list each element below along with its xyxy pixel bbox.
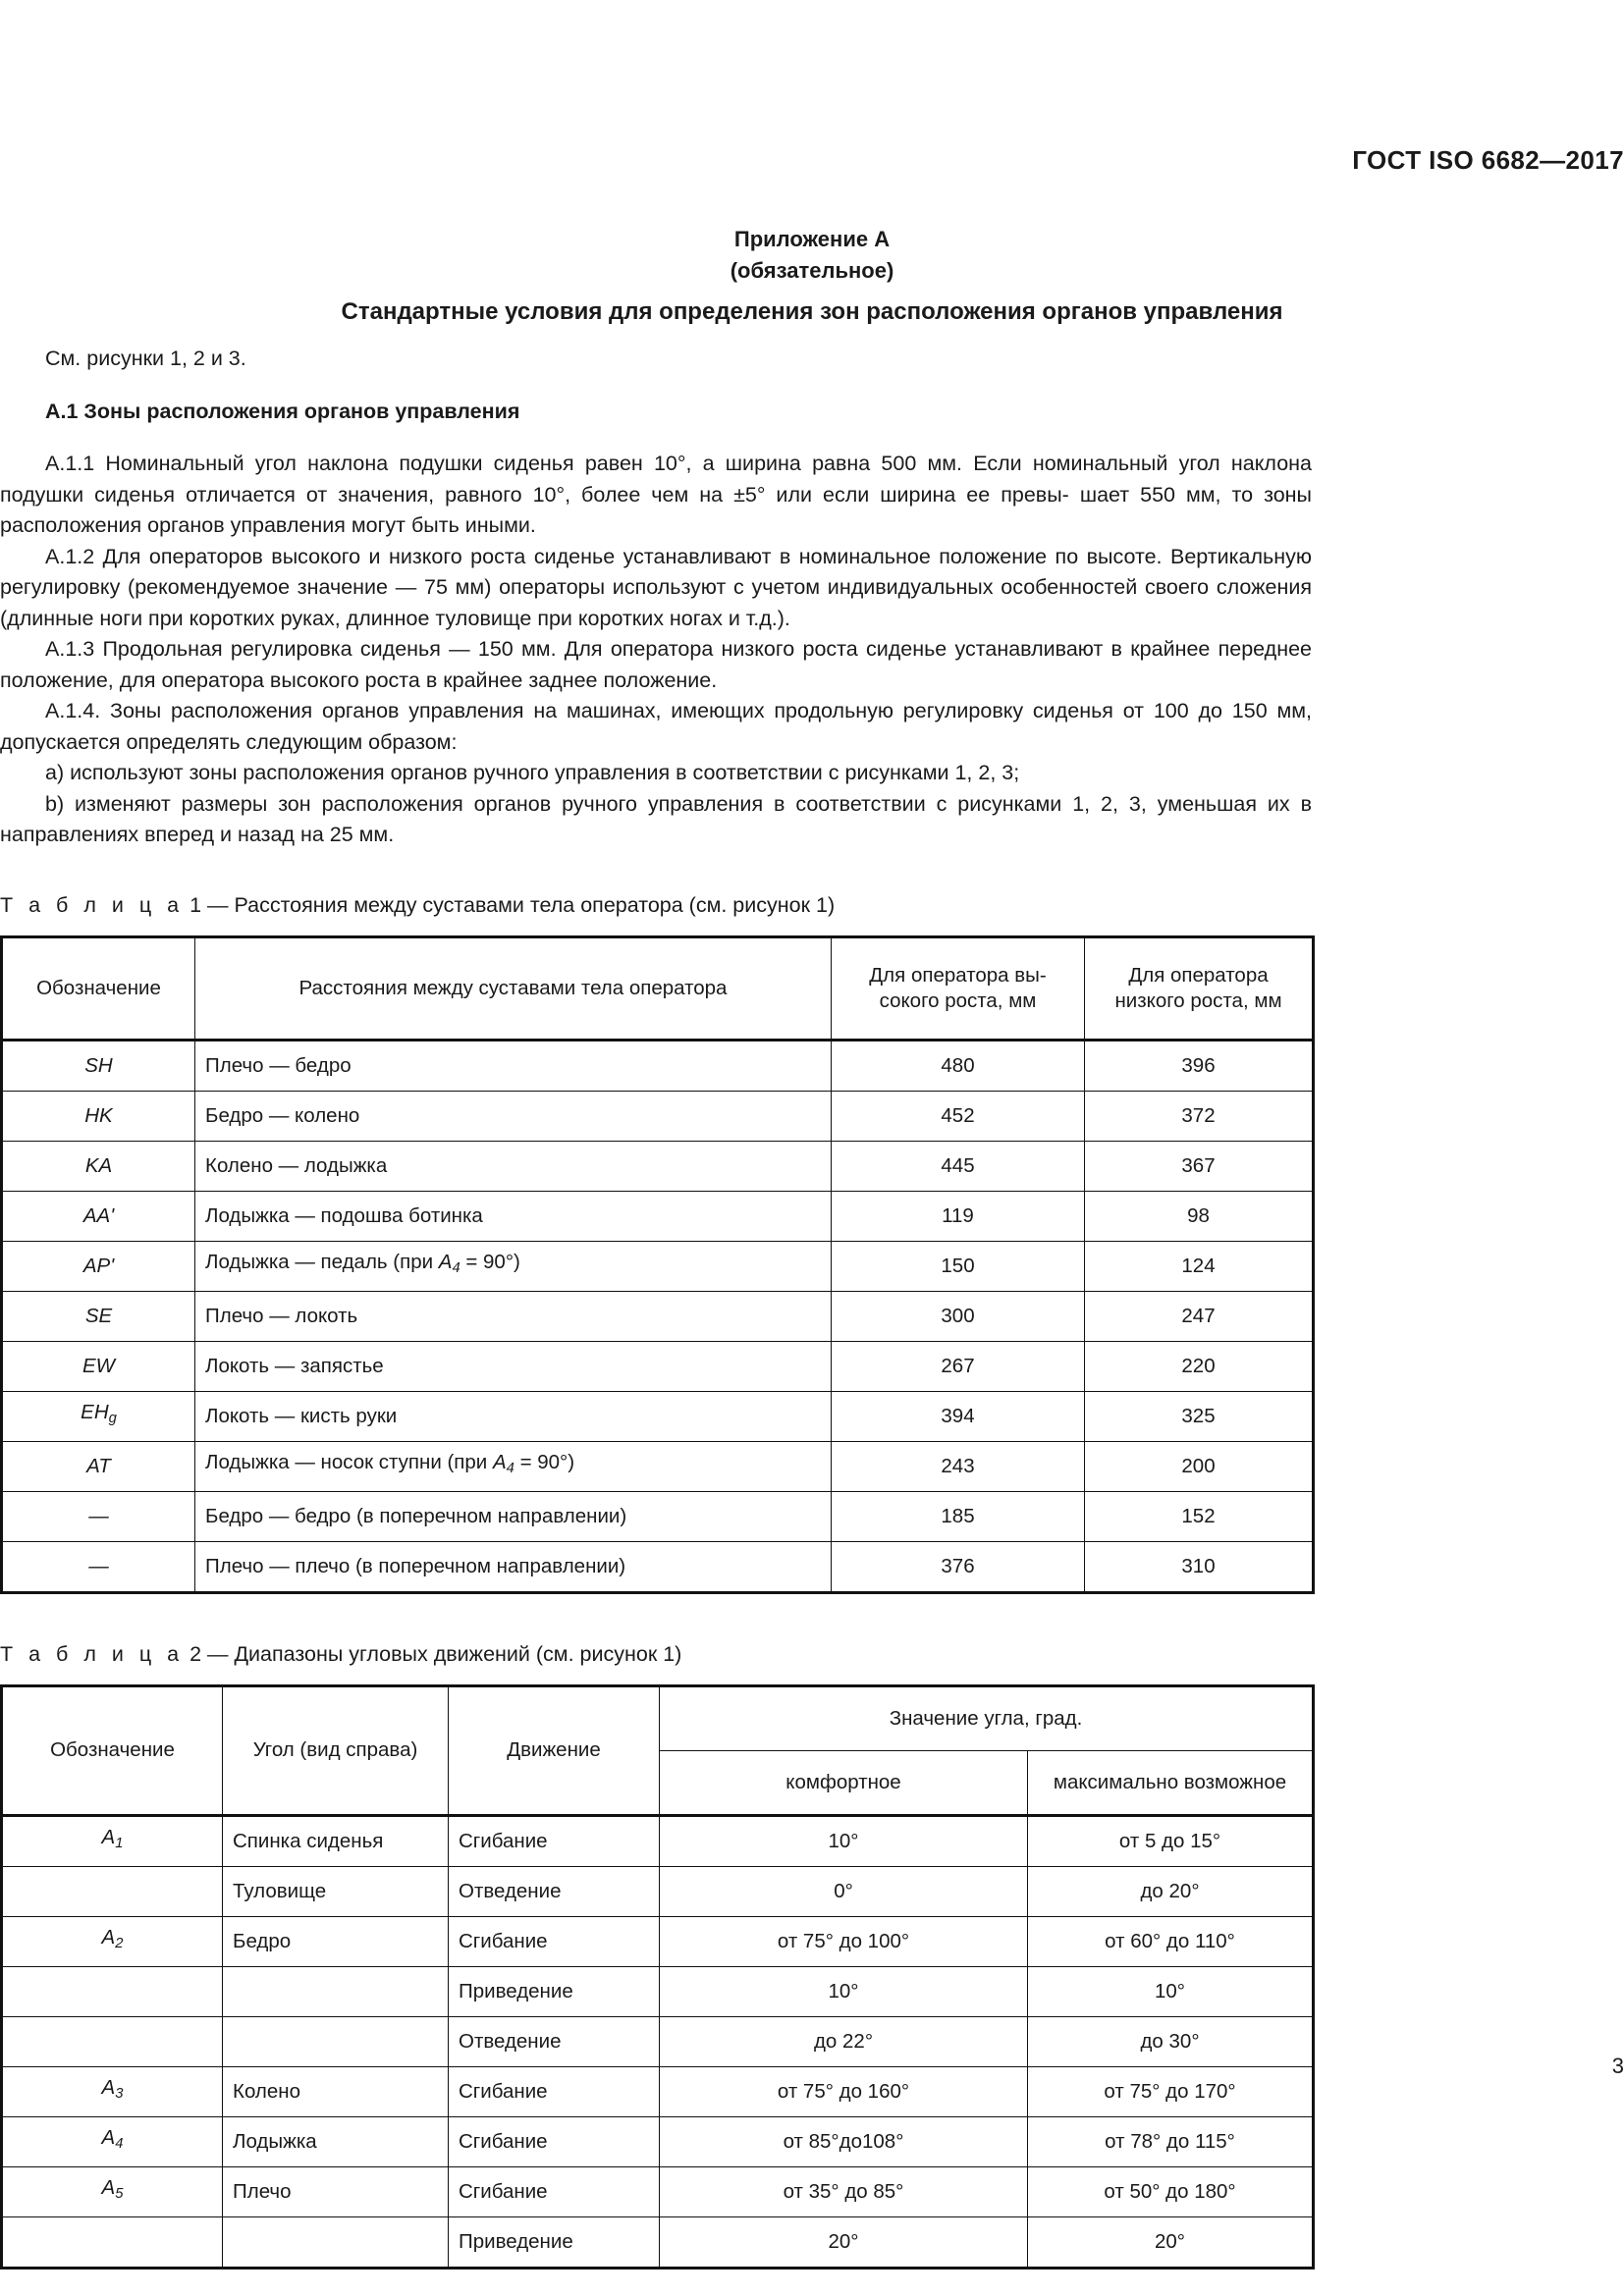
- table2-cell-maximum: до 20°: [1028, 1866, 1314, 1916]
- table1-header-short-operator: [1085, 936, 1314, 1040]
- table2-cell-comfort: 20°: [660, 2216, 1028, 2268]
- table2-cell-motion: Сгибание: [449, 2166, 660, 2216]
- table1-cell-tall-operator: 452: [832, 1091, 1085, 1141]
- table2-cell-angle: [223, 2216, 449, 2268]
- table2-cell-maximum: от 60° до 110°: [1028, 1916, 1314, 1966]
- table1-caption-text: — Расстояния между суставами тела оператора (см. рисунок 1): [207, 892, 836, 917]
- table2-cell-symbol-subscript: 1: [115, 1836, 124, 1852]
- table2-cell-maximum: до 30°: [1028, 2016, 1314, 2066]
- table2-cell-symbol: $A_5$: [2, 2166, 223, 2216]
- table1-cell-tall-operator: 185: [832, 1491, 1085, 1541]
- table1-cell-tall-operator: 119: [832, 1191, 1085, 1241]
- table1-cell-description: Бедро — колено: [195, 1091, 832, 1141]
- table1-cell-tall-operator: 150: [832, 1241, 1085, 1291]
- table2-cell-symbol-subscript: 2: [115, 1936, 124, 1952]
- table2-cell-motion: Отведение: [449, 1866, 660, 1916]
- table2-cell-angle: Бедро: [223, 1916, 449, 1966]
- table2-cell-motion: Сгибание: [449, 1916, 660, 1966]
- body-content: [0, 344, 1312, 2269]
- table2-cell-comfort: от 75° до 160°: [660, 2066, 1028, 2116]
- table1-cell-symbol: SE: [2, 1291, 195, 1341]
- table2-cell-symbol: [2, 2216, 223, 2268]
- table1-cell-tall-operator: 445: [832, 1141, 1085, 1191]
- paragraph-a14-line1: А.1.4. Зоны расположения органов управления на машинах, имеющих продольную регулировку сиденья от: [45, 699, 1145, 722]
- document-header-standard-id: ГОСТ ISO 6682—2017: [1352, 145, 1624, 175]
- table-row: [2, 1866, 1314, 1916]
- page-title: Стандартные условия для определения зон расположения органов управления: [341, 298, 1283, 325]
- table2-header-comfort: комфортное: [660, 1750, 1028, 1815]
- paragraph-a11: [0, 449, 1312, 542]
- table-row: [2, 1091, 1314, 1141]
- table2-cell-symbol: $A_2$: [2, 1916, 223, 1966]
- table1-cell-description: Лодыжка — педаль (при $A_4 = 90^\circ$): [195, 1241, 832, 1291]
- table2-cell-angle: Туловище: [223, 1866, 449, 1916]
- table1-cell-description: Лодыжка — подошва ботинка: [195, 1191, 832, 1241]
- table1-cell-symbol: $EH_g$: [2, 1391, 195, 1441]
- table-row: [2, 2166, 1314, 2216]
- table1-header-row: [2, 936, 1314, 1040]
- table1-cell-description: Локоть — запястье: [195, 1341, 832, 1391]
- table1-cell-short-operator: 310: [1085, 1541, 1314, 1592]
- table-row: [2, 1541, 1314, 1592]
- table2-cell-maximum: 20°: [1028, 2216, 1314, 2268]
- table-angular-motion-ranges: [0, 1684, 1315, 2269]
- paragraph-a11-line2: угол наклона подушки сиденья отличается от значения, равного 10°, более чем на ±5° или если ширина ее превы-: [0, 452, 1312, 507]
- table1-cell-short-operator: 247: [1085, 1291, 1314, 1341]
- table-row: [2, 1040, 1314, 1091]
- table1-cell-symbol: AT: [2, 1441, 195, 1491]
- table2-cell-comfort: 10°: [660, 1815, 1028, 1866]
- table1-header-tall-operator-line2: сокого роста, мм: [879, 988, 1037, 1012]
- table1-cell-formula-symbol: $A_4$: [492, 1451, 514, 1477]
- table2-cell-motion: Приведение: [449, 1966, 660, 2016]
- table1-cell-description: Лодыжка — носок ступни (при $A_4 = 90^\circ$): [195, 1441, 832, 1491]
- table2-cell-symbol: $A_1$: [2, 1815, 223, 1866]
- table1-cell-short-operator: 98: [1085, 1191, 1314, 1241]
- table-row: [2, 1341, 1314, 1391]
- table2-cell-symbol: $A_4$: [2, 2116, 223, 2166]
- table1-cell-short-operator: 124: [1085, 1241, 1314, 1291]
- paragraph-a14-line2: 100 до 150 мм, допускается определять следующим образом:: [0, 699, 1313, 754]
- table2-cell-angle: Спинка сиденья: [223, 1815, 449, 1866]
- table2-header-symbol: Обозначение: [2, 1685, 223, 1815]
- table1-cell-symbol: —: [2, 1541, 195, 1592]
- paragraph-a13-line1: А.1.3 Продольная регулировка сиденья — 150 мм. Для оператора низкого роста сиденье устанавливают в: [45, 637, 1122, 661]
- table2-caption-number: 2: [189, 1641, 202, 1666]
- page-number: 3: [1611, 2054, 1624, 2078]
- table2-cell-comfort: 10°: [660, 1966, 1028, 2016]
- table2-cell-motion: Сгибание: [449, 2066, 660, 2116]
- table2-header-motion: Движение: [449, 1685, 660, 1815]
- table-row: [2, 1241, 1314, 1291]
- table-row: [2, 1391, 1314, 1441]
- paragraph-a12: [0, 542, 1312, 635]
- table1-cell-symbol: KA: [2, 1141, 195, 1191]
- table2-cell-symbol-subscript: 4: [115, 2136, 124, 2153]
- table-row: [2, 2016, 1314, 2066]
- table1-cell-symbol-subscript: g: [108, 1411, 117, 1427]
- annex-obligation: (обязательное): [730, 258, 894, 283]
- table2-body: [2, 1815, 1314, 2268]
- paragraph-a12-line3: особенностей своего сложения (длинные ноги при коротких руках, длинное туловище при коротких ногах и т.д.).: [0, 575, 1312, 630]
- table-row: [2, 1441, 1314, 1491]
- table-row: [2, 1141, 1314, 1191]
- table2-cell-comfort: от 85°до108°: [660, 2116, 1028, 2166]
- table-row: [2, 1815, 1314, 1866]
- table2-cell-maximum: 10°: [1028, 1966, 1314, 2016]
- table2-cell-angle: [223, 1966, 449, 2016]
- section-heading-a1: А.1 Зоны расположения органов управления: [45, 399, 520, 423]
- table1-caption: [0, 890, 1312, 920]
- table2-cell-motion: Приведение: [449, 2216, 660, 2268]
- table1-cell-symbol: —: [2, 1491, 195, 1541]
- table2-header-row-top: [2, 1685, 1314, 1750]
- table-row: [2, 2216, 1314, 2268]
- table1-cell-tall-operator: 480: [832, 1040, 1085, 1091]
- table-row: [2, 1491, 1314, 1541]
- table1-header-symbol: Обозначение: [2, 936, 195, 1040]
- table2-cell-symbol: [2, 1866, 223, 1916]
- table1-cell-description: Плечо — плечо (в поперечном направлении): [195, 1541, 832, 1592]
- table2-cell-symbol: [2, 2016, 223, 2066]
- table1-cell-description: Локоть — кисть руки: [195, 1391, 832, 1441]
- table-row: [2, 2116, 1314, 2166]
- table1-cell-symbol: AP': [2, 1241, 195, 1291]
- see-figures-note: См. рисунки 1, 2 и 3.: [45, 347, 246, 370]
- table2-cell-comfort: 0°: [660, 1866, 1028, 1916]
- table2-header-angle: Угол (вид справа): [223, 1685, 449, 1815]
- table1-cell-symbol: AA': [2, 1191, 195, 1241]
- annex-label: Приложение А: [733, 227, 891, 251]
- table2-cell-motion: Сгибание: [449, 1815, 660, 1866]
- table1-cell-tall-operator: 394: [832, 1391, 1085, 1441]
- table1-cell-description: Плечо — локоть: [195, 1291, 832, 1341]
- table1-cell-tall-operator: 267: [832, 1341, 1085, 1391]
- paragraph-a13: [0, 634, 1312, 696]
- annex-heading-block: [0, 224, 1624, 287]
- table1-cell-description: Плечо — бедро: [195, 1040, 832, 1091]
- table2-cell-maximum: от 75° до 170°: [1028, 2066, 1314, 2116]
- table1-cell-formula-symbol: $A_4$: [438, 1251, 460, 1277]
- list-item-b-line1: b) изменяют размеры зон расположения органов ручного управления в соответствии с рисунками 1, 2, 3,: [45, 791, 1147, 816]
- table1-cell-short-operator: 367: [1085, 1141, 1314, 1191]
- table2-cell-comfort: от 75° до 100°: [660, 1916, 1028, 1966]
- table1-header-short-operator-line2: низкого роста, мм: [1114, 988, 1282, 1012]
- table2-caption-label: Т а б л и ц а: [0, 1641, 185, 1666]
- table2-cell-angle: Плечо: [223, 2166, 449, 2216]
- table2-cell-symbol: $A_3$: [2, 2066, 223, 2116]
- table2-cell-symbol: [2, 1966, 223, 2016]
- table1-cell-short-operator: 152: [1085, 1491, 1314, 1541]
- paragraph-a12-line2: Вертикальную регулировку (рекомендуемое значение — 75 мм) операторы используют с учетом индивидуальных: [0, 544, 1312, 599]
- table1-cell-symbol: EW: [2, 1341, 195, 1391]
- table2-cell-angle: Лодыжка: [223, 2116, 449, 2166]
- table2-header-maximum: максимально возможное: [1028, 1750, 1314, 1815]
- table2-cell-comfort: до 22°: [660, 2016, 1028, 2066]
- table1-caption-label: Т а б л и ц а: [0, 892, 185, 917]
- list-item-a: a) используют зоны расположения органов ручного управления в соответствии с рисунками 1, 2, 3;: [45, 761, 1020, 784]
- table1-cell-description: Колено — лодыжка: [195, 1141, 832, 1191]
- table2-header-angle-value-group: Значение угла, град.: [660, 1685, 1314, 1750]
- paragraph-a12-line1: А.1.2 Для операторов высокого и низкого роста сиденье устанавливают в номинальное положение по высоте.: [45, 544, 1163, 568]
- table1-cell-short-operator: 220: [1085, 1341, 1314, 1391]
- table1-cell-tall-operator: 376: [832, 1541, 1085, 1592]
- table1-cell-tall-operator: 300: [832, 1291, 1085, 1341]
- table-row: [2, 1191, 1314, 1241]
- table2-cell-comfort: от 35° до 85°: [660, 2166, 1028, 2216]
- paragraph-a11-line1: А.1.1 Номинальный угол наклона подушки сиденья равен 10°, а ширина равна 500 мм. Если номинальный: [45, 452, 1168, 475]
- table1-cell-symbol: SH: [2, 1040, 195, 1091]
- table1-cell-tall-operator: 243: [832, 1441, 1085, 1491]
- table1-header-tall-operator: [832, 936, 1085, 1040]
- list-item-b-line2: уменьшая их в направлениях вперед и назад на 25 мм.: [0, 791, 1312, 846]
- table2-cell-maximum: от 78° до 115°: [1028, 2116, 1314, 2166]
- table-row: [2, 2066, 1314, 2116]
- table2-cell-maximum: от 5 до 15°: [1028, 1815, 1314, 1866]
- table1-header-description: Расстояния между суставами тела оператора: [195, 936, 832, 1040]
- table1-cell-symbol: HK: [2, 1091, 195, 1141]
- table1-caption-number: 1: [189, 892, 202, 917]
- table2-caption: [0, 1639, 1312, 1669]
- table-distances-between-joints: [0, 935, 1315, 1594]
- table-row: [2, 1291, 1314, 1341]
- paragraph-a14: [0, 696, 1312, 758]
- table1-cell-short-operator: 200: [1085, 1441, 1314, 1491]
- list-item-b: [0, 789, 1312, 851]
- table1-header-tall-operator-line1: Для оператора вы-: [869, 963, 1047, 987]
- paragraph-a13-line2: крайнее переднее положение, для оператора высокого роста в крайнее заднее положение.: [0, 637, 1313, 692]
- table2-cell-angle: Колено: [223, 2066, 449, 2116]
- table2-cell-maximum: от 50° до 180°: [1028, 2166, 1314, 2216]
- paragraph-a11-line3: шает 550 мм, то зоны расположения органов управления могут быть иными.: [0, 482, 1312, 537]
- table2-cell-angle: [223, 2016, 449, 2066]
- table1-header-short-operator-line1: Для оператора: [1128, 963, 1269, 987]
- table1-body: [2, 1040, 1314, 1592]
- table-row: [2, 1966, 1314, 2016]
- table2-cell-motion: Отведение: [449, 2016, 660, 2066]
- table2-cell-symbol-subscript: 3: [115, 2086, 124, 2103]
- table1-cell-short-operator: 372: [1085, 1091, 1314, 1141]
- table2-cell-symbol-subscript: 5: [115, 2186, 124, 2203]
- table-row: [2, 1916, 1314, 1966]
- table2-caption-text: — Диапазоны угловых движений (см. рисунок 1): [207, 1641, 682, 1666]
- table1-cell-short-operator: 396: [1085, 1040, 1314, 1091]
- table2-cell-motion: Сгибание: [449, 2116, 660, 2166]
- table1-cell-description: Бедро — бедро (в поперечном направлении): [195, 1491, 832, 1541]
- table1-cell-short-operator: 325: [1085, 1391, 1314, 1441]
